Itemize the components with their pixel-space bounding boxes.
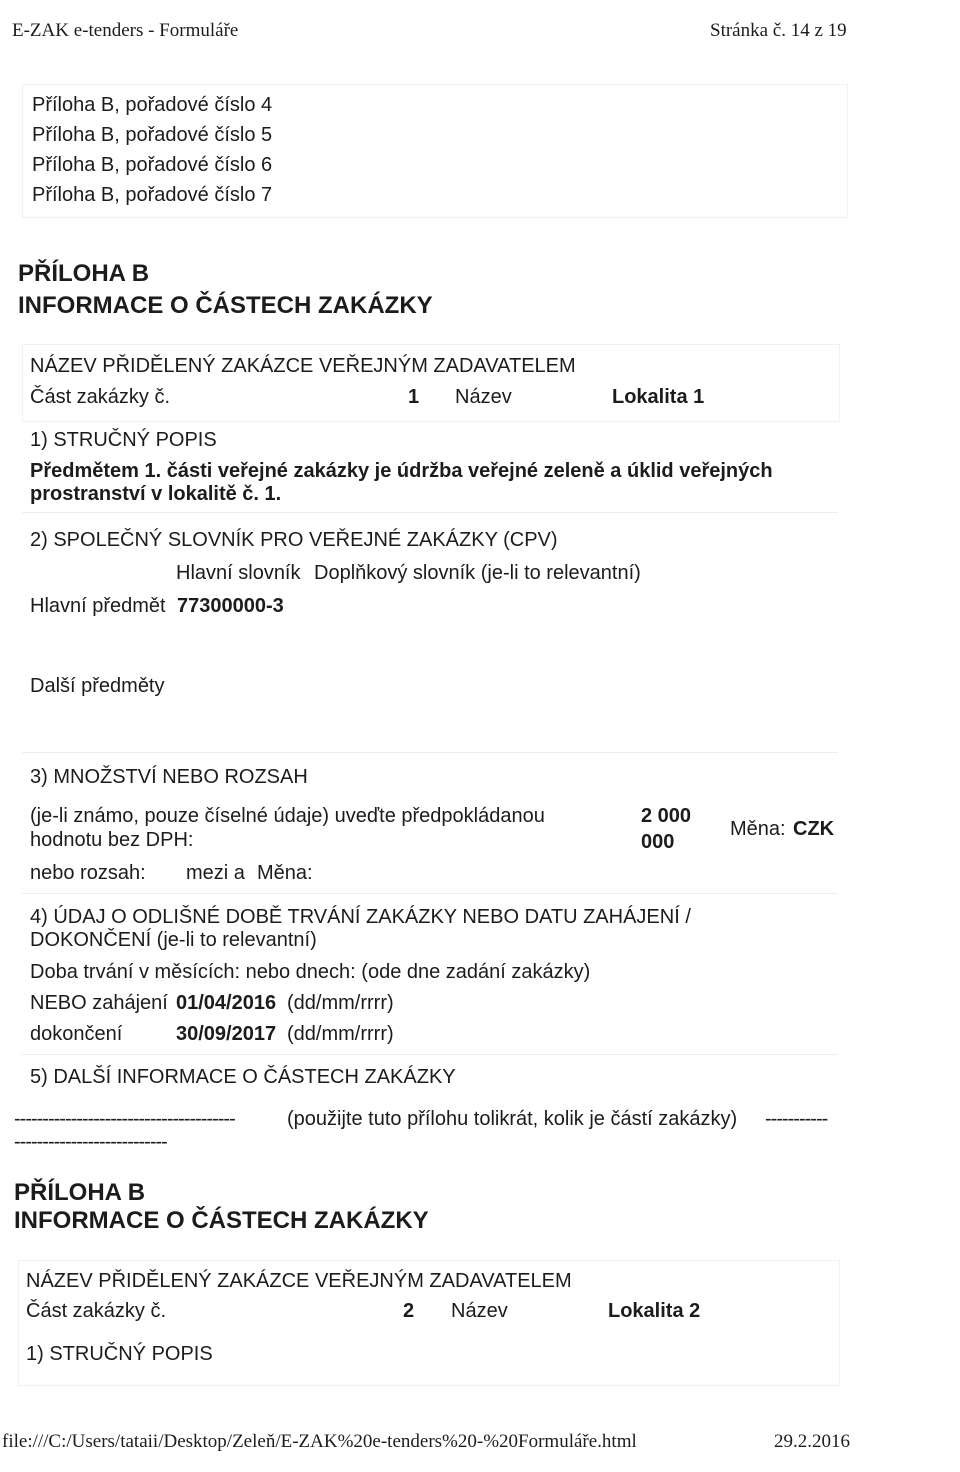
section-duration-title: 4) ÚDAJ O ODLIŠNÉ DOBĚ TRVÁNÍ ZAKÁZKY NEBO DATU ZAHÁJENÍ / <box>30 906 691 928</box>
part-name-value: Lokalita 2 <box>608 1300 701 1322</box>
end-date-label: dokončení <box>30 1023 123 1045</box>
attachment-item: Příloha B, pořadové číslo 4 <box>32 94 273 116</box>
annex-heading: PŘÍLOHA B <box>14 1179 146 1206</box>
part-number-value: 1 <box>408 386 420 408</box>
name-assigned-label: NÁZEV PŘIDĚLENÝ ZAKÁZCE VEŘEJNÝM ZADAVATELEM <box>26 1270 572 1292</box>
section-divider <box>22 512 838 513</box>
estimated-value: 2 000 <box>641 805 692 827</box>
attachment-item: Příloha B, pořadové číslo 7 <box>32 184 273 206</box>
end-date-format: (dd/mm/rrrr) <box>287 1023 394 1045</box>
separator-note: (použijte tuto přílohu tolikrát, kolik je částí zakázky) <box>287 1108 738 1130</box>
name-assigned-label: NÁZEV PŘIDĚLENÝ ZAKÁZCE VEŘEJNÝM ZADAVATELEM <box>30 355 576 377</box>
cpv-main-vocabulary-header: Hlavní slovník <box>176 562 301 584</box>
estimated-value-label: hodnotu bez DPH: <box>30 829 194 851</box>
part-number-label: Část zakázky č. <box>26 1300 167 1322</box>
footer-date: 29.2.2016 <box>774 1431 850 1452</box>
section-brief-description-title: 1) STRUČNÝ POPIS <box>26 1343 213 1365</box>
separator-dashes: ----------- <box>765 1108 828 1130</box>
range-label: nebo rozsah: <box>30 862 146 884</box>
annex-subheading: INFORMACE O ČÁSTECH ZAKÁZKY <box>18 292 433 319</box>
currency-label: Měna: <box>730 818 786 840</box>
section-duration-title: DOKONČENÍ (je-li to relevantní) <box>30 929 317 951</box>
separator-dashes: --------------------------------------- <box>14 1108 235 1130</box>
start-date-label: NEBO zahájení <box>30 992 168 1014</box>
currency-value: CZK <box>793 818 835 840</box>
attachment-item: Příloha B, pořadové číslo 5 <box>32 124 273 146</box>
page-number: Stránka č. 14 z 19 <box>710 20 847 41</box>
annex-subheading: INFORMACE O ČÁSTECH ZAKÁZKY <box>14 1207 429 1234</box>
estimated-value-label: (je-li známo, pouze číselné údaje) uveďte předpokládanou <box>30 805 545 827</box>
part-name-label: Název <box>455 386 512 408</box>
brief-description-text: prostranství v lokalitě č. 1. <box>30 483 282 505</box>
end-date-value: 30/09/2017 <box>176 1023 277 1045</box>
section-divider <box>22 752 838 753</box>
main-subject-cpv-code: 77300000-3 <box>177 595 284 617</box>
section-divider <box>22 1054 838 1055</box>
section-brief-description-title: 1) STRUČNÝ POPIS <box>30 429 217 451</box>
section-further-info-title: 5) DALŠÍ INFORMACE O ČÁSTECH ZAKÁZKY <box>30 1066 456 1088</box>
range-currency-label: Měna: <box>257 862 313 884</box>
start-date-format: (dd/mm/rrrr) <box>287 992 394 1014</box>
other-subjects-label: Další předměty <box>30 675 165 697</box>
part-name-value: Lokalita 1 <box>612 386 705 408</box>
main-subject-label: Hlavní předmět <box>30 595 166 617</box>
duration-line: Doba trvání v měsících: nebo dnech: (ode dne zadání zakázky) <box>30 961 591 983</box>
part-number-value: 2 <box>403 1300 415 1322</box>
part-number-label: Část zakázky č. <box>30 386 171 408</box>
part-name-label: Název <box>451 1300 508 1322</box>
section-divider <box>22 893 838 894</box>
range-between-label: mezi a <box>186 862 245 884</box>
section-cpv-title: 2) SPOLEČNÝ SLOVNÍK PRO VEŘEJNÉ ZAKÁZKY (CPV) <box>30 529 558 551</box>
page-header-title: E-ZAK e-tenders - Formuláře <box>12 20 239 41</box>
brief-description-text: Předmětem 1. části veřejné zakázky je údržba veřejné zeleně a úklid veřejných <box>30 460 773 482</box>
footer-file-path: file:///C:/Users/tataii/Desktop/Zeleň/E-ZAK%20e-tenders%20-%20Formuláře.html <box>2 1431 637 1452</box>
start-date-value: 01/04/2016 <box>176 992 277 1014</box>
cpv-supplementary-vocabulary-header: Doplňkový slovník (je-li to relevantní) <box>314 562 641 584</box>
separator-dashes: --------------------------- <box>14 1131 167 1153</box>
section-quantity-title: 3) MNOŽSTVÍ NEBO ROZSAH <box>30 766 308 788</box>
annex-heading: PŘÍLOHA B <box>18 260 150 287</box>
attachment-item: Příloha B, pořadové číslo 6 <box>32 154 273 176</box>
estimated-value: 000 <box>641 831 675 853</box>
